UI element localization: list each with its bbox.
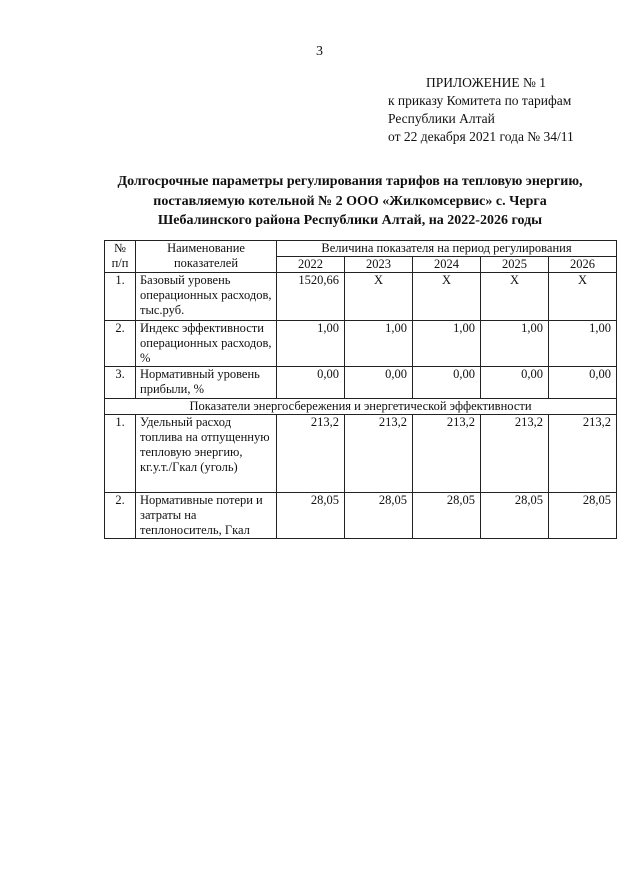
row-value: 213,2 xyxy=(549,415,617,493)
table-row xyxy=(105,273,617,321)
header-year: 2024 xyxy=(413,257,481,273)
appendix-block xyxy=(388,74,574,146)
appendix-heading: ПРИЛОЖЕНИЕ № 1 xyxy=(426,75,547,90)
header-name-line1: Наименование xyxy=(167,241,245,255)
row-value: Х xyxy=(549,273,617,321)
row-number: 2. xyxy=(105,321,136,367)
table-row xyxy=(105,493,617,539)
table-row xyxy=(105,415,617,493)
appendix-line: к приказу Комитета по тарифам xyxy=(388,93,572,108)
row-value: 213,2 xyxy=(481,415,549,493)
row-number: 3. xyxy=(105,367,136,399)
document-title xyxy=(95,172,605,231)
header-year: 2022 xyxy=(277,257,345,273)
section-row xyxy=(105,399,617,415)
row-value: 28,05 xyxy=(549,493,617,539)
row-value: 1520,66 xyxy=(277,273,345,321)
row-value: 1,00 xyxy=(549,321,617,367)
header-name xyxy=(136,241,277,273)
section-title: Показатели энергосбережения и энергетической эффективности xyxy=(105,399,617,415)
row-name: Базовый уровень операционных расходов, тыс.руб. xyxy=(136,273,277,321)
header-number xyxy=(105,241,136,273)
row-name: Удельный расход топлива на отпущенную тепловую энергию, кг.у.т./Гкал (уголь) xyxy=(136,415,277,493)
table-row xyxy=(105,367,617,399)
row-value: 1,00 xyxy=(345,321,413,367)
row-value: Х xyxy=(413,273,481,321)
row-value: 1,00 xyxy=(413,321,481,367)
title-line: Шебалинского района Республики Алтай, на 2022-2026 годы xyxy=(157,213,543,228)
row-value: 0,00 xyxy=(481,367,549,399)
parameters-table xyxy=(104,240,617,539)
row-name: Нормативные потери и затраты на теплоноситель, Гкал xyxy=(136,493,277,539)
header-number-line1: № xyxy=(114,241,126,255)
row-value: 0,00 xyxy=(345,367,413,399)
row-value: Х xyxy=(345,273,413,321)
header-year: 2025 xyxy=(481,257,549,273)
row-value: 0,00 xyxy=(413,367,481,399)
row-value: Х xyxy=(481,273,549,321)
row-value: 0,00 xyxy=(549,367,617,399)
header-year: 2026 xyxy=(549,257,617,273)
table-header-row xyxy=(105,241,617,257)
header-name-line2: показателей xyxy=(173,256,239,270)
row-value: 1,00 xyxy=(481,321,549,367)
row-name: Индекс эффективности операционных расходов, % xyxy=(136,321,277,367)
row-value: 213,2 xyxy=(345,415,413,493)
title-line: Долгосрочные параметры регулирования тарифов на тепловую энергию, xyxy=(117,174,583,189)
row-number: 1. xyxy=(105,415,136,493)
row-value: 28,05 xyxy=(345,493,413,539)
row-name: Нормативный уровень прибыли, % xyxy=(136,367,277,399)
appendix-line: от 22 декабря 2021 года № 34/11 xyxy=(388,129,574,144)
row-number: 2. xyxy=(105,493,136,539)
row-value: 28,05 xyxy=(277,493,345,539)
row-number: 1. xyxy=(105,273,136,321)
title-line: поставляемую котельной № 2 ООО «Жилкомсервис» с. Черга xyxy=(153,193,547,209)
row-value: 213,2 xyxy=(413,415,481,493)
row-value: 0,00 xyxy=(277,367,345,399)
header-year: 2023 xyxy=(345,257,413,273)
table-row xyxy=(105,321,617,367)
row-value: 213,2 xyxy=(277,415,345,493)
row-value: 28,05 xyxy=(481,493,549,539)
page-number: 3 xyxy=(316,44,323,59)
header-period: Величина показателя на период регулирования xyxy=(277,241,617,257)
appendix-line: Республики Алтай xyxy=(388,111,495,126)
header-number-line2: п/п xyxy=(111,256,129,270)
row-value: 1,00 xyxy=(277,321,345,367)
row-value: 28,05 xyxy=(413,493,481,539)
